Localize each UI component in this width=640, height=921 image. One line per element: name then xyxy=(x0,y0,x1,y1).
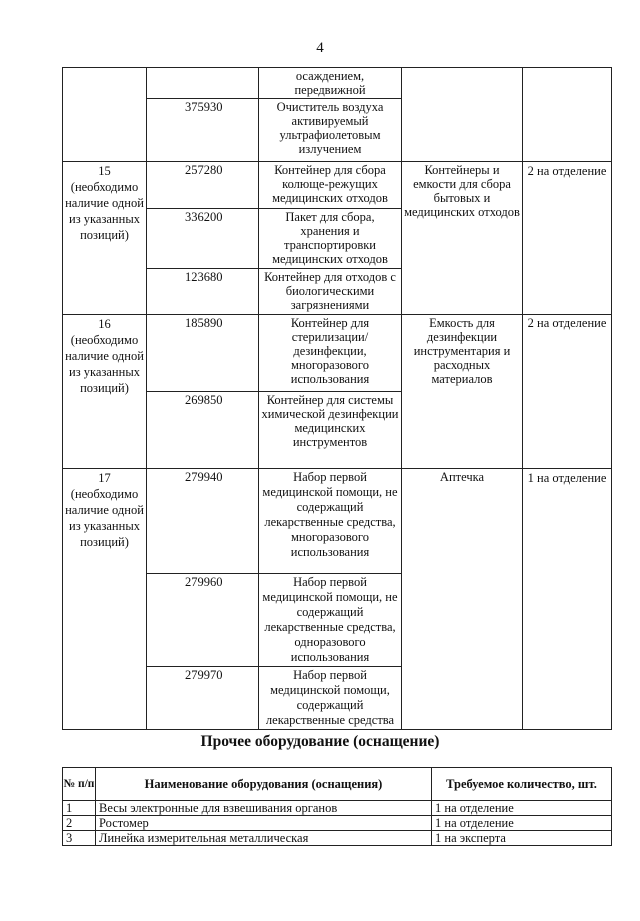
number-cell: 2 xyxy=(63,816,96,831)
quantity-cell xyxy=(523,68,612,162)
code-cell: 279940 xyxy=(147,469,259,574)
quantity-cell: 1 на эксперта xyxy=(432,831,612,846)
header-number: № п/п xyxy=(63,768,96,801)
header-name: Наименование оборудования (оснащения) xyxy=(96,768,432,801)
quantity-cell: 1 на отделение xyxy=(432,801,612,816)
row-number-cell: 15 (необходимо наличие одной из указанных позиций) xyxy=(63,162,147,315)
type-cell xyxy=(402,68,523,162)
code-cell: 336200 xyxy=(147,209,259,269)
code-cell: 375930 xyxy=(147,99,259,162)
quantity-cell: 2 на отделение xyxy=(523,315,612,469)
section-title: Прочее оборудование (оснащение) xyxy=(200,733,440,750)
quantity-cell: 1 на отделение xyxy=(432,816,612,831)
code-cell xyxy=(147,68,259,99)
row-number-cell xyxy=(63,68,147,162)
name-cell: Ростомер xyxy=(96,816,432,831)
code-cell: 185890 xyxy=(147,315,259,392)
name-cell: Линейка измерительная металлическая xyxy=(96,831,432,846)
item-name-cell: Контейнер для стерилизации/ дезинфекции, многоразового использования xyxy=(259,315,402,392)
item-name-cell: Набор первой медицинской помощи, содержащий лекарственные средства xyxy=(259,667,402,730)
item-name-cell: Пакет для сбора, хранения и транспортировки медицинских отходов xyxy=(259,209,402,269)
code-cell: 279970 xyxy=(147,667,259,730)
item-name-cell: Набор первой медицинской помощи, не содержащий лекарственные средства, одноразового использования xyxy=(259,574,402,667)
item-name-cell: осаждением, передвижной xyxy=(259,68,402,99)
type-cell: Аптечка xyxy=(402,469,523,730)
item-name-cell: Набор первой медицинской помощи, не содержащий лекарственные средства, многоразового использования xyxy=(259,469,402,574)
table-row xyxy=(63,315,612,392)
header-quantity: Требуемое количество, шт. xyxy=(432,768,612,801)
code-cell: 257280 xyxy=(147,162,259,209)
table-row xyxy=(63,831,612,846)
type-cell: Контейнеры и емкости для сбора бытовых и медицинских отходов xyxy=(402,162,523,315)
row-number-cell: 17 (необходимо наличие одной из указанных позиций) xyxy=(63,469,147,730)
code-cell: 279960 xyxy=(147,574,259,667)
quantity-cell: 2 на отделение xyxy=(523,162,612,315)
table-row xyxy=(63,162,612,209)
code-cell: 123680 xyxy=(147,269,259,315)
item-name-cell: Контейнер для отходов с биологическими загрязнениями xyxy=(259,269,402,315)
other-equipment-table xyxy=(62,767,612,846)
type-cell: Емкость для дезинфекции инструментария и расходных материалов xyxy=(402,315,523,469)
table-row xyxy=(63,816,612,831)
table-row xyxy=(63,68,612,99)
number-cell: 1 xyxy=(63,801,96,816)
name-cell: Весы электронные для взвешивания органов xyxy=(96,801,432,816)
table-row xyxy=(63,801,612,816)
item-name-cell: Очиститель воздуха активируемый ультрафиолетовым излучением xyxy=(259,99,402,162)
table-row xyxy=(63,469,612,574)
page-number: 4 xyxy=(316,40,324,56)
quantity-cell: 1 на отделение xyxy=(523,469,612,730)
equipment-table xyxy=(62,67,612,730)
code-cell: 269850 xyxy=(147,392,259,469)
number-cell: 3 xyxy=(63,831,96,846)
row-number-cell: 16 (необходимо наличие одной из указанных позиций) xyxy=(63,315,147,469)
table-header-row xyxy=(63,768,612,801)
item-name-cell: Контейнер для системы химической дезинфекции медицинских инструментов xyxy=(259,392,402,469)
item-name-cell: Контейнер для сбора колюще-режущих медицинских отходов xyxy=(259,162,402,209)
